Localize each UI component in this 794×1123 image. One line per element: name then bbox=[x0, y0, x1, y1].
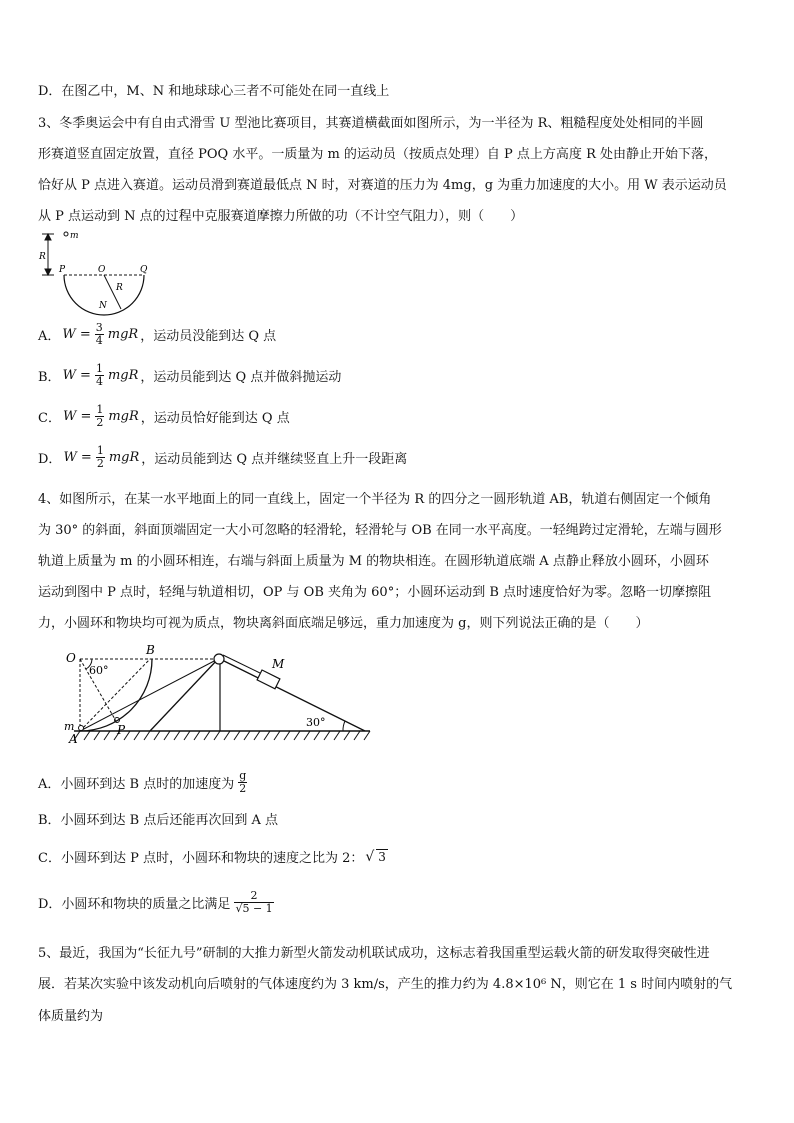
option-tail: mgR bbox=[107, 327, 139, 342]
label-O: O bbox=[66, 651, 76, 665]
block-M bbox=[257, 670, 280, 689]
option-text: ，运动员能到达 Q 点并继续竖直上升一段距离 bbox=[141, 452, 408, 467]
incline-left-face bbox=[150, 659, 218, 731]
fraction bbox=[238, 770, 247, 795]
q3-option-c bbox=[38, 404, 290, 429]
label-M: M bbox=[272, 657, 285, 671]
fraction bbox=[234, 890, 273, 915]
incline-surface bbox=[220, 659, 365, 731]
fraction-denominator: 2 bbox=[96, 416, 104, 429]
q4-line-1: 4、如图所示，在某一水平地面上的同一直线上，固定一个半径为 R 的四分之一圆形轨道 AB，轨道右侧固定一个倾角 bbox=[38, 492, 712, 507]
option-text: C．小圆环到达 P 点时，小圆环和物块的速度之比为 2： bbox=[38, 851, 364, 866]
fraction-numerator: 1 bbox=[95, 362, 103, 375]
fraction-numerator: 2 bbox=[250, 889, 258, 902]
rope-right bbox=[223, 655, 262, 674]
q5-line-3: 体质量约为 bbox=[38, 1009, 104, 1024]
label-Q: Q bbox=[140, 265, 148, 275]
fraction-denominator: 4 bbox=[95, 334, 103, 347]
fraction-numerator: 1 bbox=[96, 444, 104, 457]
fraction-numerator: 1 bbox=[96, 403, 104, 416]
fraction-numerator: 3 bbox=[95, 321, 103, 334]
label-R-height: R bbox=[39, 252, 46, 262]
q3-option-b bbox=[38, 363, 341, 388]
fraction-denominator: 2 bbox=[239, 782, 247, 795]
athlete-dot bbox=[64, 232, 68, 236]
option-text: D．小圆环和物块的质量之比满足 bbox=[38, 897, 231, 912]
q4-figure bbox=[60, 640, 380, 750]
ring-A bbox=[79, 726, 84, 731]
q4-line-3: 轨道上质量为 m 的小圆环相连，右端与斜面上质量为 M 的物块相连。在圆形轨道底端 A 点静止释放小圆环，小圆环 bbox=[38, 554, 709, 569]
option-tail: mgR bbox=[108, 450, 140, 465]
label-m: m bbox=[70, 231, 79, 241]
option-letter: D． bbox=[38, 452, 62, 467]
label-m: m bbox=[64, 720, 75, 733]
option-letter: A． bbox=[38, 329, 61, 344]
label-R-radius: R bbox=[116, 283, 123, 293]
fraction bbox=[96, 445, 105, 470]
q4-option-d bbox=[38, 890, 276, 915]
q4-option-b: B．小圆环到达 B 点后还能再次回到 A 点 bbox=[38, 813, 279, 828]
label-30: 30° bbox=[306, 716, 326, 729]
q3-line-2: 形赛道竖直固定放置，直径 POQ 水平。一质量为 m 的运动员（按质点处理）自 P 点上方高度 R 处由静止开始下落， bbox=[38, 147, 717, 162]
option-text: ，运动员能到达 Q 点并做斜抛运动 bbox=[140, 370, 342, 385]
label-60: 60° bbox=[89, 664, 109, 677]
q4-line-2: 为 30° 的斜面，斜面顶端固定一大小可忽略的轻滑轮，轻滑轮与 OB 在同一水平高度。一轻绳跨过定滑轮，左端与圆形 bbox=[38, 523, 722, 538]
angle-arc-30 bbox=[343, 721, 345, 731]
fraction-denominator: 2 bbox=[96, 457, 104, 470]
fraction bbox=[95, 322, 104, 347]
fraction bbox=[95, 363, 104, 388]
label-A: A bbox=[69, 732, 78, 746]
label-P: P bbox=[117, 723, 126, 737]
label-P: P bbox=[59, 265, 66, 275]
option-text: ，运动员没能到达 Q 点 bbox=[140, 329, 277, 344]
option-lhs: W = bbox=[62, 409, 92, 424]
label-O: O bbox=[98, 265, 106, 275]
q3-line-3: 恰好从 P 点进入赛道。运动员滑到赛道最低点 N 时，对赛道的压力为 4mg，g 为重力加速度的大小。用 W 表示运动员 bbox=[38, 178, 727, 193]
q5-line-1: 5、最近，我国为“长征九号”研制的大推力新型火箭发动机联试成功，这标志着我国重型运载火箭的研发取得突破性进 bbox=[38, 946, 710, 961]
q3-line-1: 3、冬季奥运会中有自由式滑雪 U 型池比赛项目，其赛道横截面如图所示，为一半径为 R、粗糙程度处处相同的半圆 bbox=[38, 116, 704, 131]
q4-line-4: 运动到图中 P 点时，轻绳与轨道相切，OP 与 OB 夹角为 60°；小圆环运动到 B 点时速度恰好为零。忽略一切摩擦阻 bbox=[38, 585, 712, 600]
option-lhs: W = bbox=[62, 368, 91, 383]
option-letter: B． bbox=[38, 370, 61, 385]
fraction bbox=[95, 404, 104, 429]
option-tail: mgR bbox=[107, 368, 139, 383]
pulley bbox=[214, 654, 224, 664]
q3-figure bbox=[36, 228, 166, 318]
option-lhs: W = bbox=[62, 327, 91, 342]
option-tail: mgR bbox=[108, 409, 139, 424]
q4-line-5: 力，小圆环和物块均可视为质点，物块离斜面底端足够远，重力加速度为 g，则下列说法正确的是（ ） bbox=[38, 616, 649, 631]
sqrt-radicand: 3 bbox=[378, 850, 386, 864]
q3-option-d bbox=[38, 445, 407, 470]
label-N: N bbox=[99, 301, 107, 311]
fraction-denominator: 4 bbox=[95, 375, 103, 388]
q5-line-2: 展．若某次实验中该发动机向后喷射的气体速度约为 3 km/s，产生的推力约为 4.8×10⁶ N，则它在 1 s 时间内喷射的气 bbox=[38, 977, 733, 992]
option-text: A．小圆环到达 B 点时的加速度为 bbox=[38, 777, 235, 792]
q4-option-c bbox=[38, 847, 388, 866]
q2-option-d: D．在图乙中，M、N 和地球球心三者不可能处在同一直线上 bbox=[38, 84, 390, 99]
q3-option-a bbox=[38, 322, 276, 347]
option-text: ，运动员恰好能到达 Q 点 bbox=[140, 411, 290, 426]
q3-line-4: 从 P 点运动到 N 点的过程中克服赛道摩擦力所做的功（不计空气阻力），则（ ） bbox=[38, 209, 524, 224]
option-letter: C． bbox=[38, 411, 61, 426]
q4-option-a bbox=[38, 770, 249, 795]
option-lhs: W = bbox=[63, 450, 92, 465]
label-B: B bbox=[146, 643, 155, 657]
fraction-numerator: g bbox=[239, 769, 247, 782]
fraction-denominator: √5 − 1 bbox=[235, 902, 273, 915]
sqrt-symbol: √ bbox=[365, 848, 375, 865]
